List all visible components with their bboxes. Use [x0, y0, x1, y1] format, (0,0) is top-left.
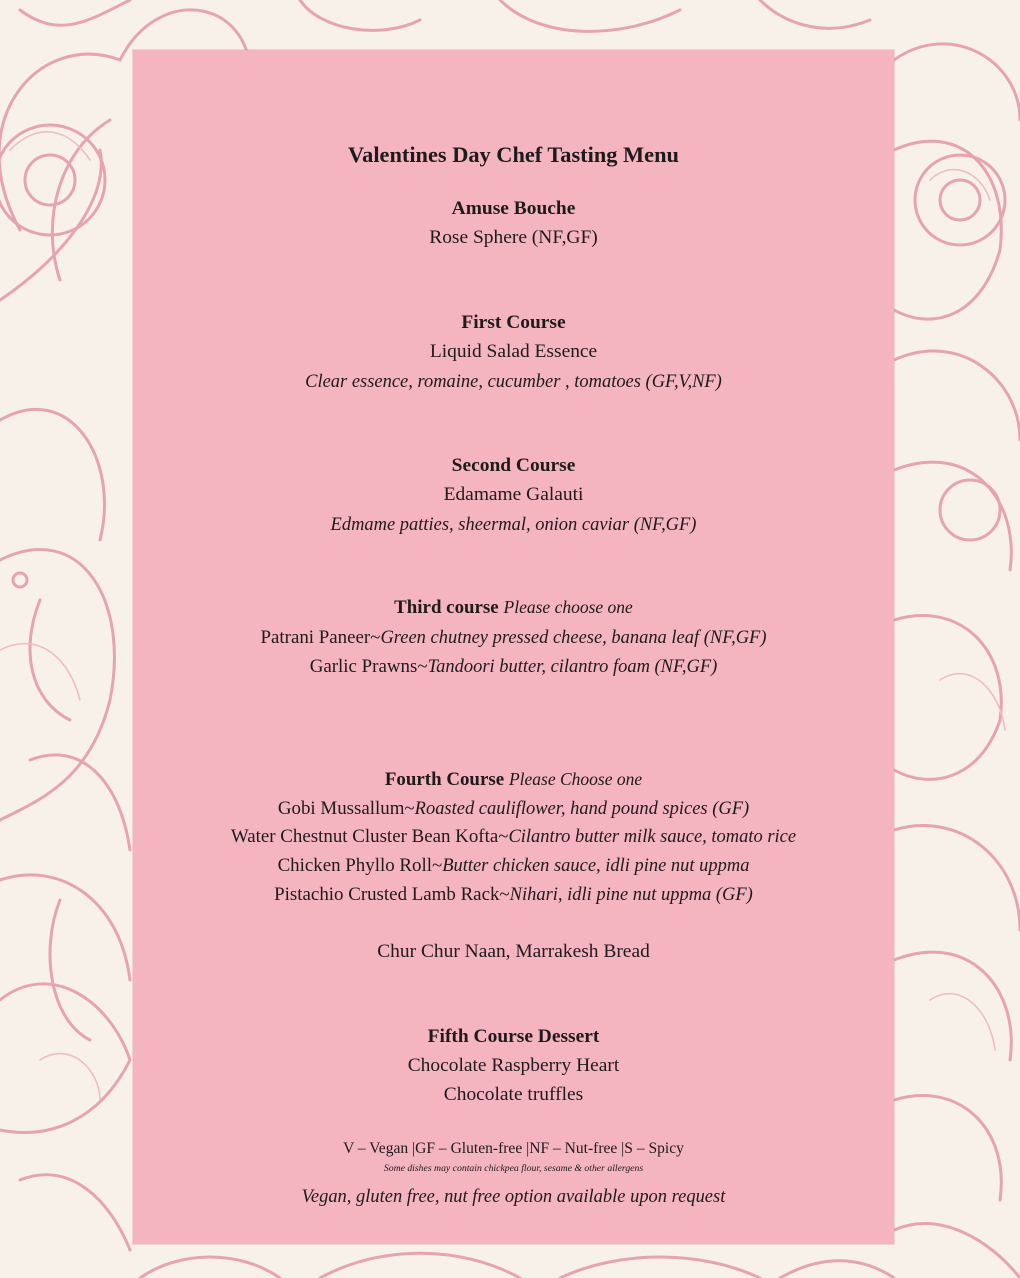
third-course-option — [133, 657, 894, 677]
fifth-course-heading: Fifth Course Dessert — [427, 1026, 600, 1047]
option-name: Patrani Paneer~ — [260, 627, 381, 648]
fourth-course-option — [133, 827, 894, 847]
first-course-description: Clear essence, romaine, cucumber , tomatoes (GF,V,NF) — [305, 371, 722, 391]
breads: Chur Chur Naan, Marrakesh Bread — [377, 941, 650, 962]
third-course-title: Third course — [394, 597, 499, 618]
option-description: Green chutney pressed cheese, banana leaf (NF,GF) — [380, 627, 767, 647]
amuse-bouche-item: Rose Sphere (NF,GF) — [429, 227, 598, 248]
dietary-legend: V – Vegan |GF – Gluten-free |NF – Nut-free |S – Spicy — [343, 1140, 684, 1157]
second-course-description: Edmame patties, sheermal, onion caviar (NF,GF) — [330, 514, 697, 534]
option-description: Tandoori butter, cilantro foam (NF,GF) — [427, 656, 718, 676]
first-course-heading: First Course — [461, 312, 566, 333]
fourth-course-note: Please Choose one — [508, 769, 643, 789]
fourth-course-option — [133, 799, 894, 819]
allergen-note: Some dishes may contain chickpea flour, sesame & other allergens — [383, 1163, 644, 1174]
fourth-course-title: Fourth Course — [384, 769, 505, 790]
first-course-item: Liquid Salad Essence — [429, 341, 598, 362]
dessert-item: Chocolate truffles — [443, 1084, 584, 1105]
dessert-item: Chocolate Raspberry Heart — [407, 1055, 620, 1076]
option-name: Gobi Mussallum~ — [277, 798, 415, 819]
third-course-option — [133, 628, 894, 648]
menu-title: Valentines Day Chef Tasting Menu — [348, 142, 679, 167]
option-name: Garlic Prawns~ — [309, 656, 428, 677]
third-course-heading — [133, 598, 894, 618]
fourth-course-option — [133, 885, 894, 905]
option-name: Pistachio Crusted Lamb Rack~ — [274, 884, 510, 905]
option-description: Butter chicken sauce, idli pine nut uppma — [442, 855, 750, 875]
second-course-heading: Second Course — [451, 455, 576, 476]
option-description: Roasted cauliflower, hand pound spices (GF) — [414, 798, 750, 818]
menu-card — [133, 50, 894, 1244]
amuse-bouche-heading: Amuse Bouche — [451, 198, 576, 219]
option-description: Nihari, idli pine nut uppma (GF) — [509, 884, 753, 904]
options-note: Vegan, gluten free, nut free option available upon request — [301, 1186, 726, 1206]
fourth-course-option — [133, 856, 894, 876]
second-course-item: Edamame Galauti — [443, 484, 584, 505]
option-name: Chicken Phyllo Roll~ — [277, 855, 443, 876]
option-description: Cilantro butter milk sauce, tomato rice — [508, 826, 797, 846]
option-name: Water Chestnut Cluster Bean Kofta~ — [230, 826, 509, 847]
third-course-note: Please choose one — [503, 597, 633, 617]
fourth-course-heading — [133, 770, 894, 790]
